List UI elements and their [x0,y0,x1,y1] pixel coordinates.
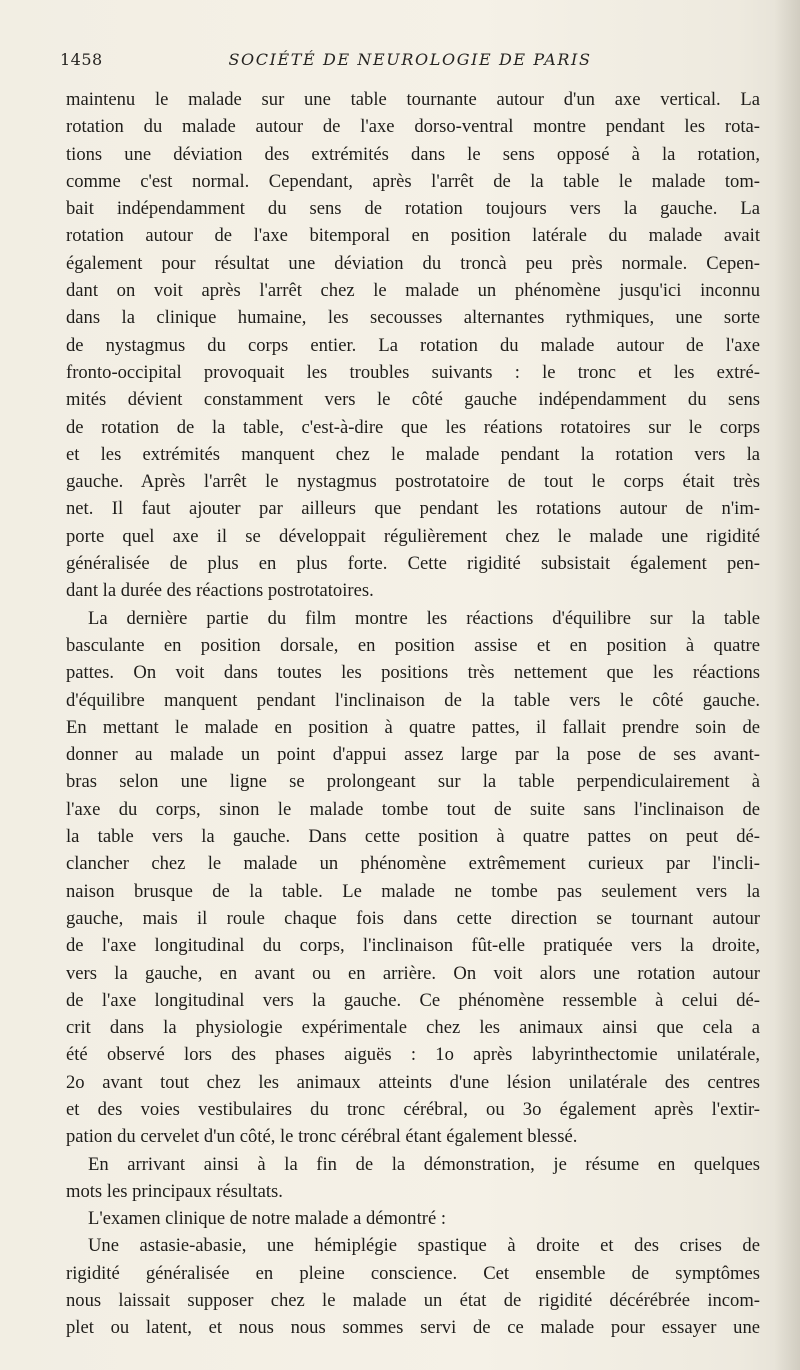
text-line: clancher chez le malade un phénomène extrêmement curieux par l'incli- [66,853,760,875]
text-line: rotation autour de l'axe bitemporal en position latérale du malade avait [66,225,760,247]
text-line: généralisée de plus en plus forte. Cette rigidité subsistait également pen- [66,553,760,575]
text-line: comme c'est normal. Cependant, après l'arrêt de la table le malade tom- [66,170,760,192]
text-line: et des voies vestibulaires du tronc cérébral, ou 3o également après l'extir- [66,1098,760,1120]
text-line: plet ou latent, et nous nous sommes servi de ce malade pour essayer une [66,1317,760,1339]
text-line: et les extrémités manquent chez le malade pendant la rotation vers la [66,443,760,465]
text-line: gauche. Après l'arrêt le nystagmus postrotatoire de tout le corps était très [66,471,760,493]
text-line: basculante en position dorsale, en position assise et en position à quatre [66,634,760,656]
text-line: gauche, mais il roule chaque fois dans cette direction se tournant autour [66,907,760,929]
text-line: été observé lors des phases aiguës : 1o après labyrinthectomie unilatérale, [66,1044,760,1066]
text-line: pattes. On voit dans toutes les positions très nettement que les réactions [66,662,760,684]
text-line: dant la durée des réactions postrotatoires. [66,580,374,602]
text-line: l'axe du corps, sinon le malade tombe tout de suite sans l'inclinaison de [66,798,760,820]
text-line: nous laissait supposer chez le malade un état de rigidité décérébrée incom- [66,1290,760,1312]
text-line: vers la gauche, en avant ou en arrière. On voit alors une rotation autour [66,962,760,984]
body-text [66,86,760,1342]
text-line: bait indépendamment du sens de rotation toujours vers la gauche. La [66,198,760,220]
text-line: dans la clinique humaine, les secousses alternantes rythmiques, une sorte [66,307,760,329]
text-line: La dernière partie du film montre les réactions d'équilibre sur la table [88,607,760,629]
text-line: mots les principaux résultats. [66,1180,283,1202]
text-line: naison brusque de la table. Le malade ne tombe pas seulement vers la [66,880,760,902]
text-line: mités dévient constamment vers le côté gauche indépendamment du sens [66,389,760,411]
text-line: rotation du malade autour de l'axe dorso-ventral montre pendant les rota- [66,116,760,138]
text-line: également pour résultat une déviation du troncà peu près normale. Cepen- [66,252,760,274]
text-line: d'équilibre manquent pendant l'inclinaison de la table vers le côté gauche. [66,689,760,711]
page-number: 1458 [60,50,103,69]
text-line: En mettant le malade en position à quatre pattes, il fallait prendre soin de [66,716,760,738]
text-line: En arrivant ainsi à la fin de la démonstration, je résume en quelques [88,1153,760,1175]
text-line: tions une déviation des extrémités dans le sens opposé à la rotation, [66,143,760,165]
running-title: SOCIÉTÉ DE NEUROLOGIE DE PARIS [228,50,592,69]
text-line: crit dans la physiologie expérimentale chez les animaux ainsi que cela a [66,1017,760,1039]
text-line: fronto-occipital provoquait les troubles suivants : le tronc et les extré- [66,361,760,383]
page-header [60,50,760,74]
text-line: net. Il faut ajouter par ailleurs que pendant les rotations autour de n'im- [66,498,760,520]
text-line: dant on voit après l'arrêt chez le malade un phénomène jusqu'ici inconnu [66,280,760,302]
text-line: de l'axe longitudinal vers la gauche. Ce phénomène ressemble à celui dé- [66,989,760,1011]
text-line: 2o avant tout chez les animaux atteints d'une lésion unilatérale des centres [66,1071,760,1093]
text-line: de l'axe longitudinal du corps, l'inclinaison fût-elle pratiquée vers la droite, [66,935,760,957]
text-line: donner au malade un point d'appui assez large par la pose de ses avant- [66,744,760,766]
text-line: Une astasie-abasie, une hémiplégie spastique à droite et des crises de [88,1235,760,1257]
text-line: bras selon une ligne se prolongeant sur la table perpendiculairement à [66,771,760,793]
text-line: maintenu le malade sur une table tournante autour d'un axe vertical. La [66,89,760,110]
text-line: de rotation de la table, c'est-à-dire que les réations rotatoires sur le corps [66,416,760,438]
text-line: L'examen clinique de notre malade a démontré : [88,1208,447,1230]
text-line: de nystagmus du corps entier. La rotation du malade autour de l'axe [66,334,760,356]
text-line: pation du cervelet d'un côté, le tronc cérébral étant également blessé. [66,1126,578,1148]
text-line: porte quel axe il se développait régulièrement chez le malade une rigidité [66,525,760,547]
text-line: la table vers la gauche. Dans cette position à quatre pattes on peut dé- [66,826,760,848]
text-line: rigidité généralisée en pleine conscience. Cet ensemble de symptômes [66,1262,760,1284]
page-edge-shadow [774,0,800,1370]
